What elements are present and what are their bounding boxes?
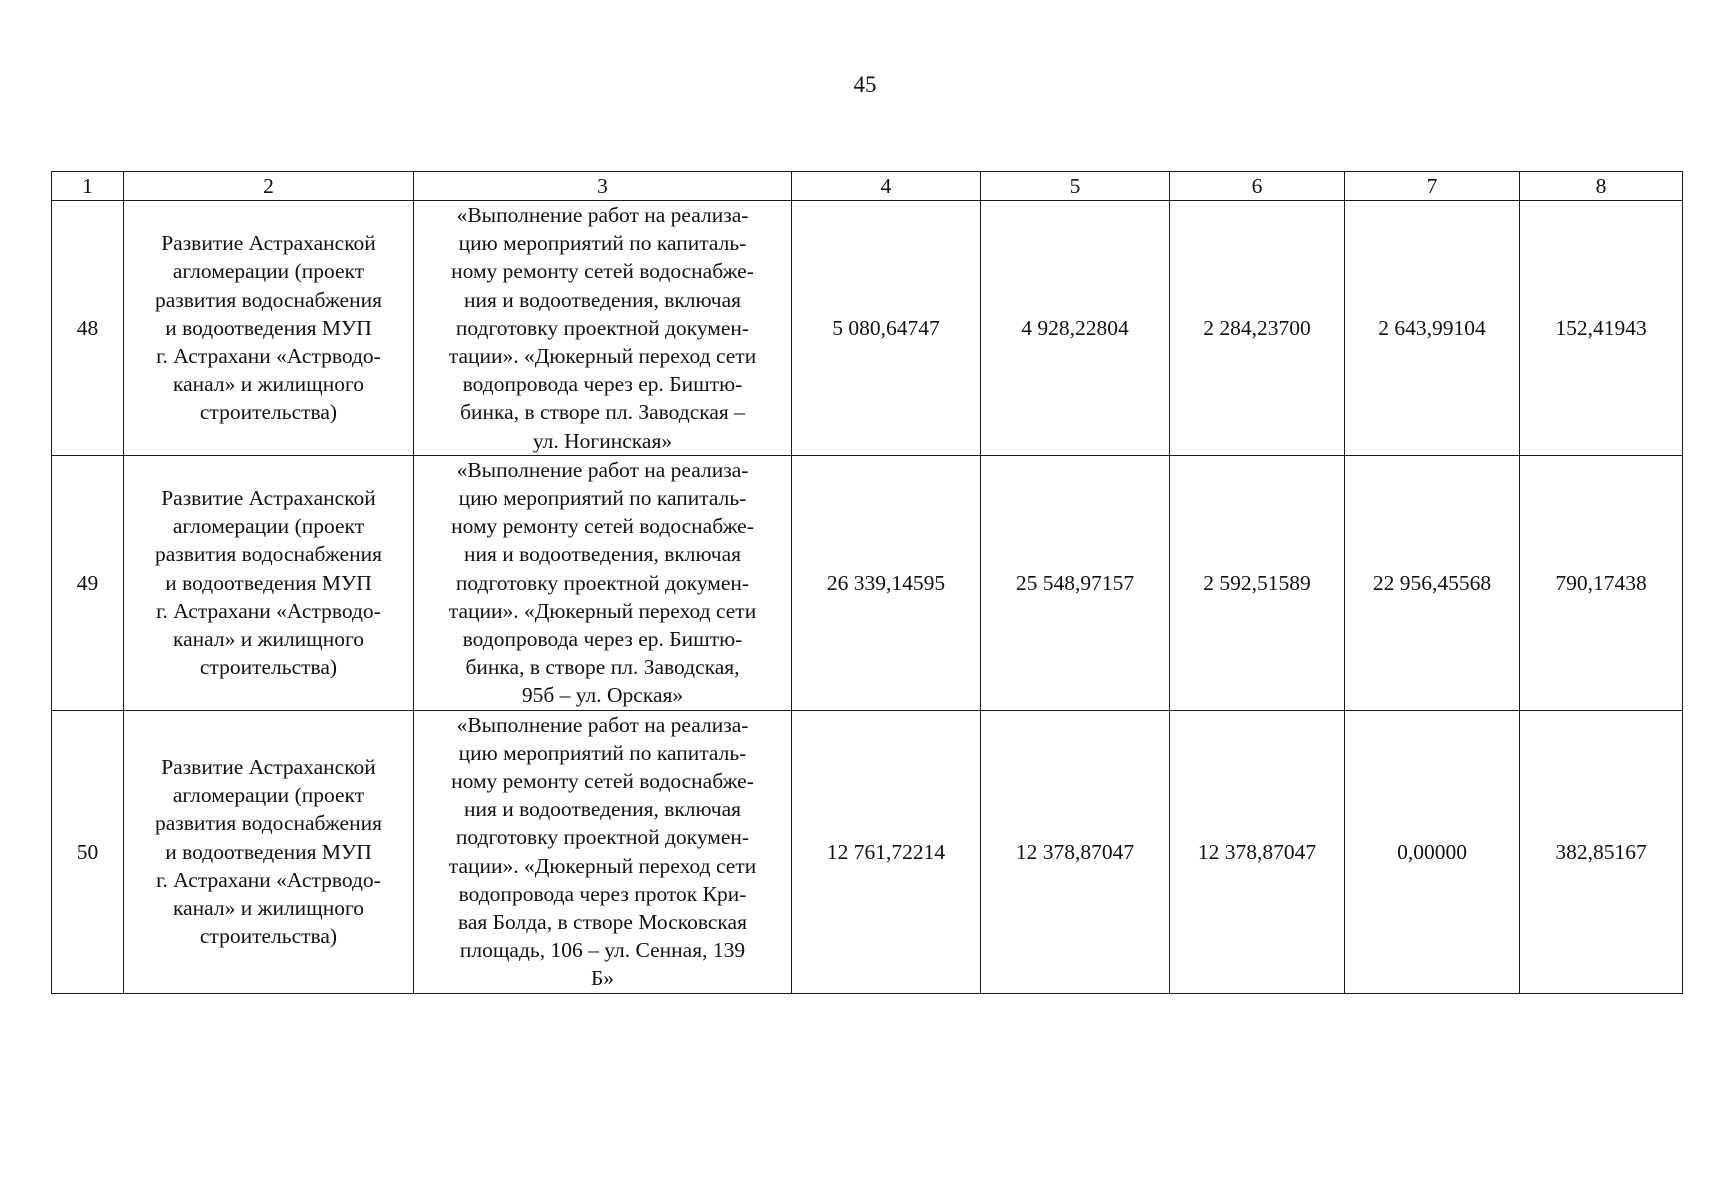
value-col-5: 12 378,87047 [981, 710, 1170, 993]
value-col-6: 12 378,87047 [1170, 710, 1345, 993]
project-description: «Выполнение работ на реализа- цию мероприятий по капиталь- ному ремонту сетей водоснабже- ния и водоотведения, включая подготовку проектной докумен- тации». «Дюкерный переход сети водопровода через ер. Биштю- бинка, в створе пл. Заводская, 95б – ул. Орская» [414, 455, 792, 710]
row-number: 50 [52, 710, 124, 993]
value-col-7: 2 643,99104 [1345, 201, 1520, 456]
value-col-8: 382,85167 [1520, 710, 1683, 993]
table-row [52, 710, 1683, 993]
project-name: Развитие Астраханской агломерации (проект развития водоснабжения и водоотведения МУП г. Астрахани «Астрводо- канал» и жилищного строительства) [124, 455, 414, 710]
value-col-8: 152,41943 [1520, 201, 1683, 456]
project-name: Развитие Астраханской агломерации (проект развития водоснабжения и водоотведения МУП г. Астрахани «Астрводо- канал» и жилищного строительства) [124, 710, 414, 993]
value-col-4: 12 761,72214 [792, 710, 981, 993]
data-table [51, 171, 1683, 994]
header-cell-7: 7 [1345, 172, 1520, 201]
project-name: Развитие Астраханской агломерации (проект развития водоснабжения и водоотведения МУП г. Астрахани «Астрводо- канал» и жилищного строительства) [124, 201, 414, 456]
header-cell-1: 1 [52, 172, 124, 201]
header-cell-4: 4 [792, 172, 981, 201]
row-number: 49 [52, 455, 124, 710]
value-col-6: 2 592,51589 [1170, 455, 1345, 710]
page-number: 45 [853, 72, 877, 97]
value-col-6: 2 284,23700 [1170, 201, 1345, 456]
header-cell-3: 3 [414, 172, 792, 201]
value-col-5: 4 928,22804 [981, 201, 1170, 456]
value-col-4: 26 339,14595 [792, 455, 981, 710]
header-cell-6: 6 [1170, 172, 1345, 201]
header-row [52, 172, 1683, 201]
header-cell-5: 5 [981, 172, 1170, 201]
header-cell-8: 8 [1520, 172, 1683, 201]
project-description: «Выполнение работ на реализа- цию мероприятий по капиталь- ному ремонту сетей водоснабже- ния и водоотведения, включая подготовку проектной докумен- тации». «Дюкерный переход сети водопровода через ер. Биштю- бинка, в створе пл. Заводская – ул. Ногинская» [414, 201, 792, 456]
value-col-4: 5 080,64747 [792, 201, 981, 456]
project-description: «Выполнение работ на реализа- цию мероприятий по капиталь- ному ремонту сетей водоснабже- ния и водоотведения, включая подготовку проектной докумен- тации». «Дюкерный переход сети водопровода через проток Кри- вая Болда, в створе Московская площадь, 106 – ул. Сенная, 139 Б» [414, 710, 792, 993]
table-row [52, 455, 1683, 710]
header-cell-2: 2 [124, 172, 414, 201]
row-number: 48 [52, 201, 124, 456]
value-col-5: 25 548,97157 [981, 455, 1170, 710]
value-col-8: 790,17438 [1520, 455, 1683, 710]
value-col-7: 22 956,45568 [1345, 455, 1520, 710]
table-row [52, 201, 1683, 456]
value-col-7: 0,00000 [1345, 710, 1520, 993]
